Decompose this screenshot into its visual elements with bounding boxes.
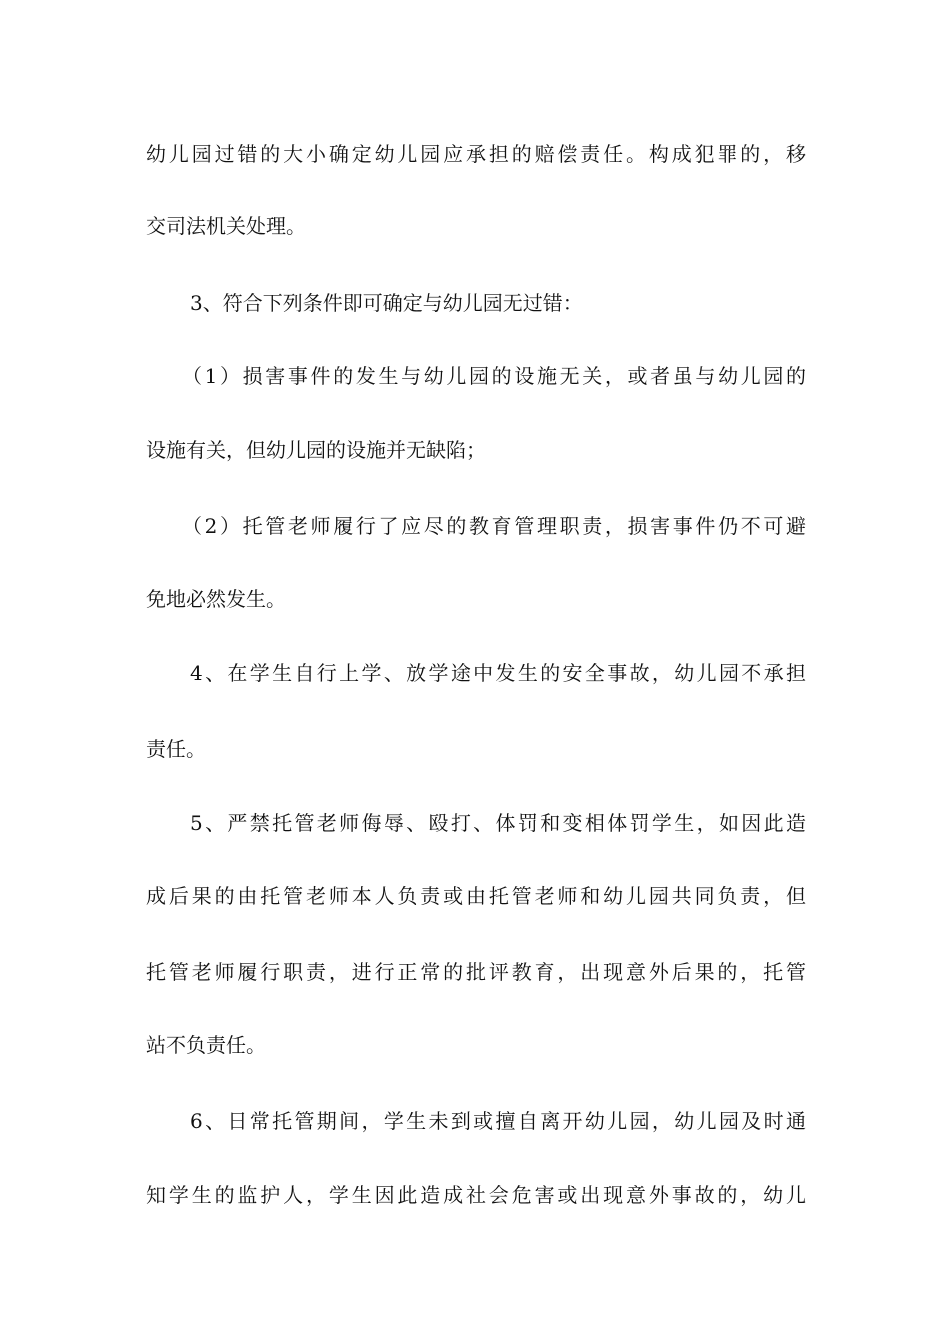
text-line: 站不负责任。 <box>146 1033 266 1057</box>
text-line: 交司法机关处理。 <box>146 214 306 238</box>
text-line: 免地必然发生。 <box>146 587 286 611</box>
text-line: 6、日常托管期间，学生未到或擅自离开幼儿园，幼儿园及时通 <box>190 1109 806 1133</box>
text-line: 3、符合下列条件即可确定与幼儿园无过错： <box>190 291 583 315</box>
text-line: 设施有关，但幼儿园的设施并无缺陷； <box>146 438 486 462</box>
text-line: 托管老师履行职责，进行正常的批评教育，出现意外后果的，托管 <box>146 960 806 984</box>
text-line: 责任。 <box>146 737 206 761</box>
text-line: 4、在学生自行上学、放学途中发生的安全事故，幼儿园不承担 <box>190 661 806 685</box>
text-line: （1）损害事件的发生与幼儿园的设施无关，或者虽与幼儿园的 <box>182 364 806 388</box>
text-line: 5、严禁托管老师侮辱、殴打、体罚和变相体罚学生，如因此造 <box>190 811 806 835</box>
text-line: （2）托管老师履行了应尽的教育管理职责，损害事件仍不可避 <box>182 514 806 538</box>
text-line: 幼儿园过错的大小确定幼儿园应承担的赔偿责任。构成犯罪的，移 <box>146 142 806 166</box>
text-line: 成后果的由托管老师本人负责或由托管老师和幼儿园共同负责，但 <box>146 884 806 908</box>
text-line: 知学生的监护人，学生因此造成社会危害或出现意外事故的，幼儿 <box>146 1183 806 1207</box>
